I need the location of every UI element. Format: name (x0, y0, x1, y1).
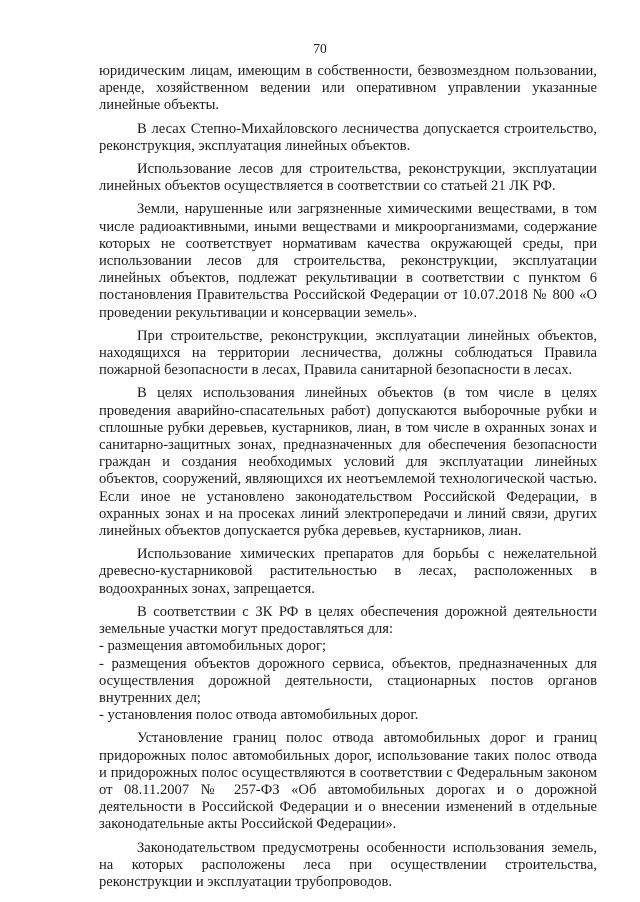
paragraph: В целях использования линейных объектов (в том числе в целях проведения аварийно-спасательных работ) допускаются выборочные рубки и сплошные рубки деревьев, кустарников, лиан, в том числе в охранных зонах и санитарно-защитных зонах, предназначенных для обеспечения безопасности граждан и создания необходимых условий для эксплуатации линейных объектов, сооружений, являющихся их неотъемлемой технологической частью. Если иное не установлено законодательством Российской Федерации, в охранных зонах и на просеках линий электропередачи и линий связи, других линейных объектов допускается рубка деревьев, кустарников, лиан. (99, 385, 597, 540)
paragraph: В соответствии с ЗК РФ в целях обеспечения дорожной деятельности земельные участки могут предоставляться для: (99, 603, 597, 638)
list-item: - размещения объектов дорожного сервиса, объектов, предназначенных для осуществления дорожной деятельности, стационарных постов органов внутренних дел; (99, 655, 597, 706)
paragraph: Использование химических препаратов для борьбы с нежелательной древесно-кустарниковой растительностью в лесах, расположенных в водоохранных зонах, запрещается. (99, 546, 597, 597)
paragraph: Использование лесов для строительства, реконструкции, эксплуатации линейных объектов осуществляется в соответствии со статьей 21 ЛК РФ. (99, 161, 597, 195)
list-item: - установления полос отвода автомобильных дорог. (99, 707, 419, 724)
paragraph: В лесах Степно-Михайловского лесничества допускается строительство, реконструкция, эксплуатация линейных объектов. (99, 120, 597, 154)
paragraph: При строительстве, реконструкции, эксплуатации линейных объектов, находящихся на территории лесничества, должны соблюдаться Правила пожарной безопасности в лесах, Правила санитарной безопасности в лесах. (99, 327, 597, 379)
paragraph: Земли, нарушенные или загрязненные химическими веществами, в том числе радиоактивными, иными веществами и микроорганизмами, содержание которых не соответствует нормативам качества окружающей среды, при использовании лесов для строительства, реконструкции, эксплуатации линейных объектов, подлежат рекультивации в соответствии с пунктом 6 постановления Правительства Российской Федерации от 10.07.2018 № 800 «О проведении рекультивации и консервации земель». (99, 201, 597, 321)
paragraph: юридическим лицам, имеющим в собственности, безвозмездном пользовании, аренде, хозяйственном ведении или оперативном управлении указанные линейные объекты. (99, 63, 597, 114)
list-item: - размещения автомобильных дорог; (99, 638, 327, 655)
page-number: 70 (313, 41, 327, 56)
paragraph: Установление границ полос отвода автомобильных дорог и границ придорожных полос автомобильных дорог, использование таких полос отвода и придорожных полос осуществляются в соответствии с Федеральным законом от 08.11.2007 № 257-ФЗ «Об автомобильных дорогах и о дорожной деятельности в Российской Федерации и о внесении изменений в отдельные законодательные акты Российской Федерации». (99, 730, 597, 833)
document-body (99, 63, 597, 891)
paragraph: Законодательством предусмотрены особенности использования земель, на которых расположены леса при осуществлении строительства, реконструкции и эксплуатации трубопроводов. (99, 839, 597, 890)
